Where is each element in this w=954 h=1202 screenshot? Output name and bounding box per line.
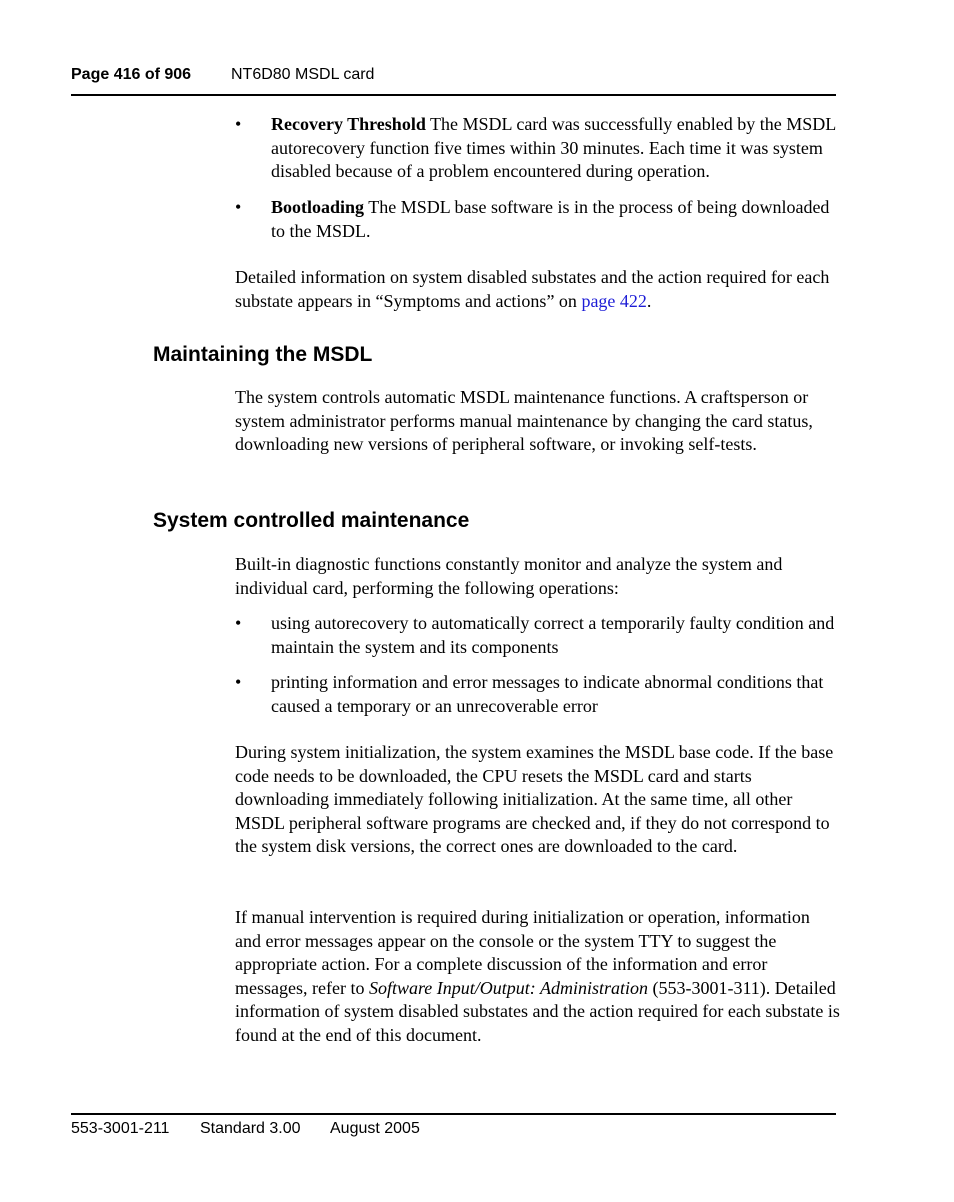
header-rule: [71, 94, 836, 96]
bullet-term: Bootloading: [271, 197, 365, 217]
bullet-dot: •: [235, 672, 242, 692]
page-footer: [71, 1113, 836, 1143]
maintaining-paragraph: The system controls automatic MSDL maintenance functions. A craftsperson or system administrator performs manual maintenance by changing the card status, downloading new versions of peripheral software, or invoking self-tests.: [235, 387, 813, 454]
footer-doc-number: 553-3001-211: [71, 1120, 170, 1137]
heading-maintaining-msdl: Maintaining the MSDL: [153, 343, 373, 366]
page-422-link[interactable]: page 422: [581, 290, 647, 311]
bullet-text: [271, 196, 840, 243]
heading-system-controlled: System controlled maintenance: [153, 509, 470, 532]
bullet-text: printing information and error messages to indicate abnormal conditions that caused a temporary or an unrecoverable error: [271, 672, 824, 716]
manual-text: If manual intervention is required during initialization or operation, information and error messages appear on the console or the system TTY to suggest the appropriate action. For a complete discussion of the information and error messages, refer to: [235, 907, 810, 998]
bullet-text: [271, 113, 840, 184]
bullet-text: using autorecovery to automatically correct a temporarily faulty condition and maintain the system and its components: [271, 613, 835, 657]
footer-date: August 2005: [330, 1120, 420, 1137]
manual-intervention-paragraph: [235, 906, 840, 1047]
system-controlled-intro: Built-in diagnostic functions constantly monitor and analyze the system and individual card, performing the following operations:: [235, 554, 783, 598]
substate-paragraph: [235, 266, 840, 313]
bullet-term: Recovery Threshold: [271, 114, 426, 134]
substate-text: Detailed information on system disabled substates and the action required for each substate appears in “Symptoms and actions” on: [235, 267, 830, 311]
manual-text-end: (553-3001-311). Detailed information of system disabled substates and the action required for each substate is found at the end of this document.: [235, 977, 840, 1045]
page-number: Page 416 of 906: [71, 66, 192, 83]
document-title: NT6D80 MSDL card: [231, 66, 375, 83]
bullet-dot: •: [235, 613, 242, 633]
bullet-dot: •: [235, 114, 242, 134]
page-header: [71, 66, 836, 96]
document-reference: Software Input/Output: Administration: [368, 977, 648, 998]
footer-rule: [71, 1113, 836, 1115]
bullet-description: The MSDL base software is in the process of being downloaded to the MSDL.: [271, 197, 830, 241]
substate-period: .: [646, 290, 652, 311]
bullet-dot: •: [235, 197, 242, 217]
initialization-paragraph: During system initialization, the system examines the MSDL base code. If the base code needs to be downloaded, the CPU resets the MSDL card and starts downloading immediately following initialization. At the same time, all other MSDL peripheral software programs are checked and, if they do not correspond to the system disk versions, the correct ones are downloaded to the card.: [235, 742, 834, 856]
bullet-description: The MSDL card was successfully enabled by the MSDL autorecovery function five times within 30 minutes. Each time it was system disabled because of a problem encountered during operation.: [271, 114, 836, 181]
footer-standard: Standard 3.00: [200, 1120, 301, 1137]
